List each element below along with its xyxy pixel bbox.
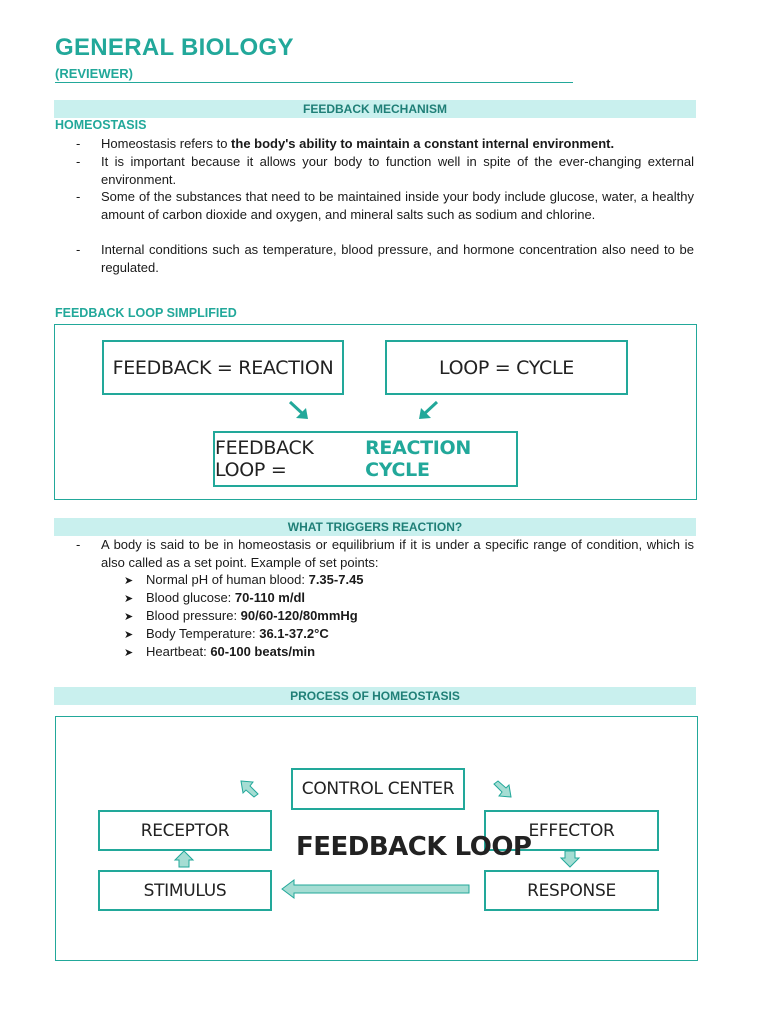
homeostasis-bullet-4: - Internal conditions such as temperature, blood pressure, and hormone concentration also need to be regulated. — [76, 242, 694, 275]
dash-bullet: - — [76, 537, 81, 552]
page-title: GENERAL BIOLOGY — [55, 34, 294, 61]
effector-box: EFFECTOR — [484, 810, 659, 851]
set-point-item: ➤ Blood glucose: 70-110 m/dl — [124, 589, 305, 608]
dash-bullet: - — [76, 242, 81, 257]
arrowhead-icon: ➤ — [124, 629, 134, 641]
control-center-box: CONTROL CENTER — [291, 768, 465, 810]
arrowhead-icon: ➤ — [124, 593, 134, 605]
arrowhead-icon: ➤ — [124, 575, 134, 587]
arrow-down-left-icon — [413, 398, 443, 424]
section-banner-what-triggers: WHAT TRIGGERS REACTION? — [54, 518, 696, 536]
response-box: RESPONSE — [484, 870, 659, 911]
title-divider — [55, 82, 573, 83]
receptor-box: RECEPTOR — [98, 810, 272, 851]
set-point-item: ➤ Body Temperature: 36.1-37.2°C — [124, 625, 329, 644]
set-point-item: ➤ Heartbeat: 60-100 beats/min — [124, 643, 315, 662]
homeostasis-bullet-2: - It is important because it allows your body to function well in spite of the ever-changing external environment. — [76, 154, 694, 187]
stimulus-box: STIMULUS — [98, 870, 272, 911]
feedback-loop-label: FEEDBACK LOOP — [296, 832, 532, 862]
homeostasis-bullet-3: - Some of the substances that need to be maintained inside your body include glucose, water, a healthy amount of carbon dioxide and oxygen, and mineral salts such as sodium and chlorine. — [76, 189, 694, 222]
arrow-up-left-icon — [238, 778, 262, 800]
loop-simplified-heading: FEEDBACK LOOP SIMPLIFIED — [55, 306, 237, 320]
loop-cycle-box: LOOP = CYCLE — [385, 340, 628, 395]
arrow-left-icon — [280, 877, 472, 901]
page-subtitle: (REVIEWER) — [55, 66, 133, 81]
arrow-up-icon — [173, 849, 195, 869]
set-point-item: ➤ Normal pH of human blood: 7.35-7.45 — [124, 571, 364, 590]
dash-bullet: - — [76, 136, 81, 151]
feedback-reaction-box: FEEDBACK = REACTION — [102, 340, 344, 395]
homeostasis-heading: HOMEOSTASIS — [55, 118, 147, 132]
section-banner-process: PROCESS OF HOMEOSTASIS — [54, 687, 696, 705]
set-point-item: ➤ Blood pressure: 90/60-120/80mmHg — [124, 607, 358, 626]
arrow-down-right-icon — [284, 398, 314, 424]
dash-bullet: - — [76, 189, 81, 204]
feedback-loop-box: FEEDBACK LOOP = REACTION CYCLE — [213, 431, 518, 487]
dash-bullet: - — [76, 154, 81, 169]
section-banner-feedback-mechanism: FEEDBACK MECHANISM — [54, 100, 696, 118]
arrow-down-right-icon — [490, 778, 514, 800]
arrowhead-icon: ➤ — [124, 611, 134, 623]
homeostasis-bullet-1: - Homeostasis refers to the body's ability to maintain a constant internal environment. — [76, 136, 615, 151]
arrow-down-icon — [559, 849, 581, 869]
triggers-intro: - A body is said to be in homeostasis or equilibrium if it is under a specific range of condition, which is also called as a set point. Example of set points: — [76, 537, 694, 570]
arrowhead-icon: ➤ — [124, 647, 134, 659]
